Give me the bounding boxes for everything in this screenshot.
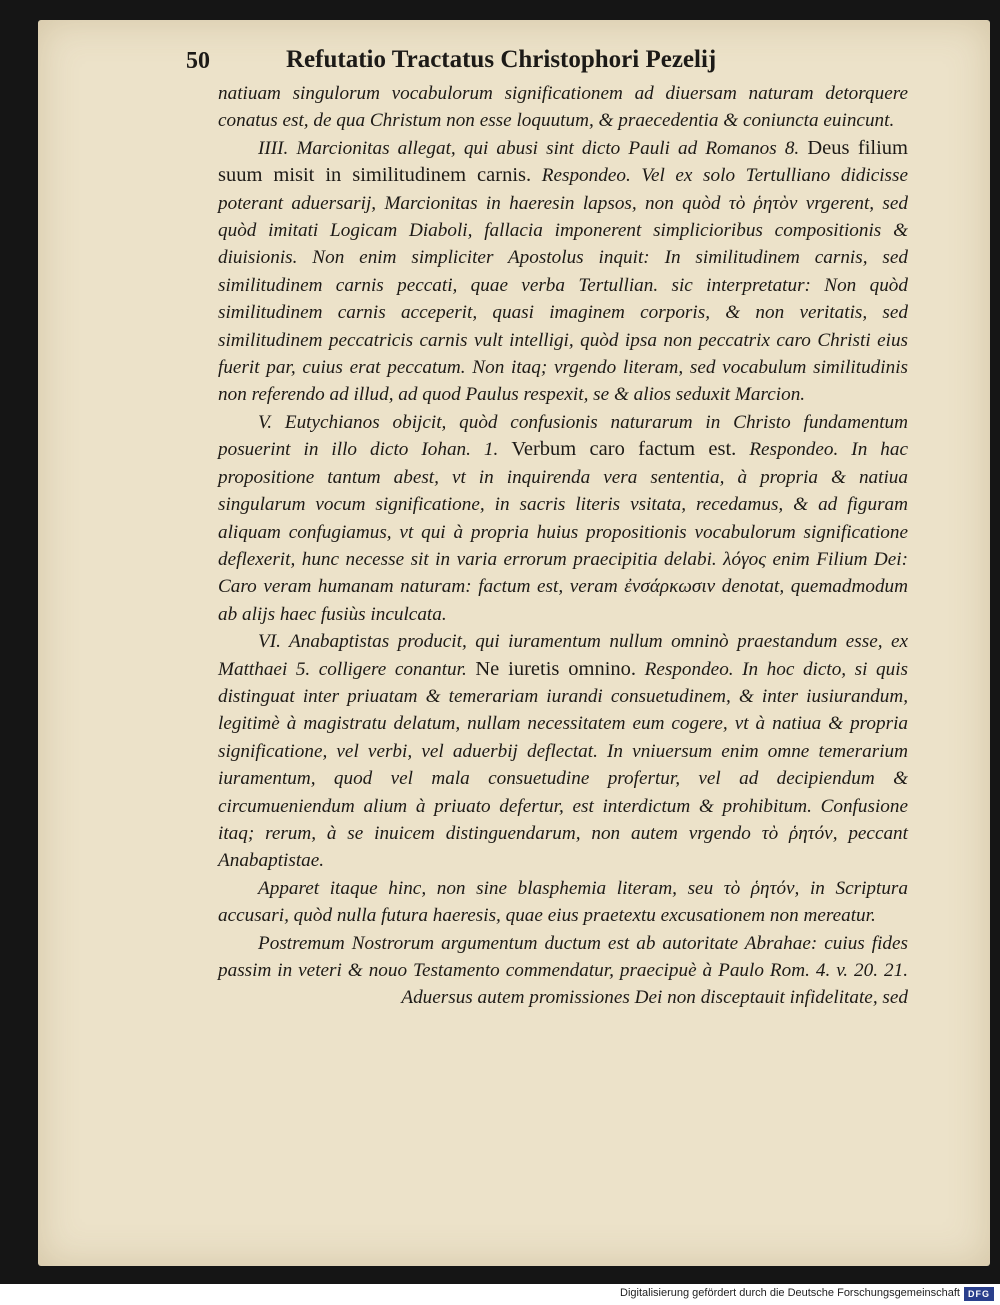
paragraph-3-lead: V. Eutychianos obijcit, quòd confusionis naturarum in Christo fundamentum posuerint in illo dicto Iohan. 1.: [218, 411, 908, 461]
paragraph-apparet: [218, 875, 908, 930]
dfg-logo: DFG: [964, 1287, 994, 1301]
paragraph-3-response: Respondeo. In hac propositione tantum abest, vt in inquirenda vera sententia, à propria & natiua singularum vocum significatione, in sacris literis vsitata, recedamus, & ad figuram aliquam confugiamus, vt qui à propria huius propositionis vocabulorum significatione deflexerit, hunc necesse sit in varia errorum praecipitia delabi. λόγος enim Filium Dei: Caro veram humanam naturam: factum est, veram ἐνσάρκωσιν denotat, quemadmodum ab alijs haec fusiùs inculcata.: [218, 439, 908, 625]
catchword: sed: [882, 987, 908, 1009]
page-header: [186, 46, 796, 80]
paragraph-anabaptistas: [218, 628, 908, 875]
paragraph-5-text: Apparet itaque hinc, non sine blasphemia literam, seu τὸ ῥητόν, in Scriptura accusari, quòd nulla futura haeresis, quae eius praetextu excusationem non mereatur.: [218, 877, 908, 927]
scripture-quote: Deus filium suum misit in similitudinem carnis.: [218, 136, 908, 187]
body-text: [218, 80, 908, 1012]
paragraph-6-text: Postremum Nostrorum argumentum ductum est ab autoritate Abrahae: cuius fides passim in veteri & nouo Testamento commendatur, praecipuè à Paulo Rom. 4. v. 20. 21. Aduersus autem promissiones Dei non disceptauit infidelitate,: [218, 932, 908, 1009]
paragraph-2-response: Respondeo. Vel ex solo Tertulliano didicisse poterant aduersarij, Marcionitas in haeresin lapsos, non quòd τὸ ῥητὸν vrgerent, sed quòd imitati Logicam Diaboli, fallacia imponerent simplicioribus compositionis & diuisionis. Non enim simpliciter Apostolus inquit: In similitudinem carnis, sed similitudinem carnis peccati, quae verba Tertullian. sic interpretatur: Non quòd similitudinem carnis acceperit, quasi imaginem corporis, & non veritatis, sed similitudinem peccatricis carnis vult intelligi, quòd ipsa non peccatrix caro Christi eius fuerit par, cuius erat peccatum. Non itaq; vrgendo literam, sed vocabulum similitudinis non referendo ad illud, ad quod Paulus respexit, se & alios seduxit Marcion.: [218, 165, 909, 406]
paragraph-postremum: [218, 930, 908, 1012]
paragraph-4-lead: VI. Anabaptistas producit, qui iuramentum nullum omninò praestandum esse, ex Matthaei 5. colligere conantur.: [218, 631, 908, 680]
paragraph-2-lead: IIII. Marcionitas allegat, qui abusi sint dicto Pauli ad Romanos 8.: [258, 137, 800, 159]
digitization-footer: [0, 1284, 1000, 1305]
scripture-quote: Ne iuretis omnino.: [475, 657, 637, 680]
paragraph-continuation: [218, 80, 908, 135]
paragraph-4-response: Respondeo. In hoc dicto, si quis distinguat inter priuatam & temerariam iurandi consuetudinem, & inter iusiurandum, legitimè à magistratu delatum, nullam necessitatem eum cogere, vt à natiua & propria significatione, vel verbi, vel aduerbij deflectat. In vniuersum enim omne temerarium iuramentum, quod vel mala consuetudine profertur, vel ad decipiendum & circumueniendum alium à priuato defertur, est interdictum & prohibitum. Confusione itaq; rerum, à se inuicem distinguendarum, non autem vrgendo τὸ ῥητόν, peccant Anabaptistae.: [218, 658, 908, 872]
paragraph-eutychianos: [218, 409, 908, 628]
funding-credit: Digitalisierung gefördert durch die Deutsche Forschungsgemeinschaft: [620, 1287, 960, 1299]
scripture-quote: Verbum caro factum est.: [511, 438, 737, 461]
page-number: 50: [186, 48, 210, 74]
running-title: Refutatio Tractatus Christophori Pezelij: [286, 46, 717, 73]
paragraph-1-text: natiuam singulorum vocabulorum significationem ad diuersam naturam detorquere conatus est, de qua Christum non esse loquutum, & praecedentia & coniuncta euincunt.: [218, 83, 908, 132]
paragraph-marcionitas: [218, 135, 908, 409]
